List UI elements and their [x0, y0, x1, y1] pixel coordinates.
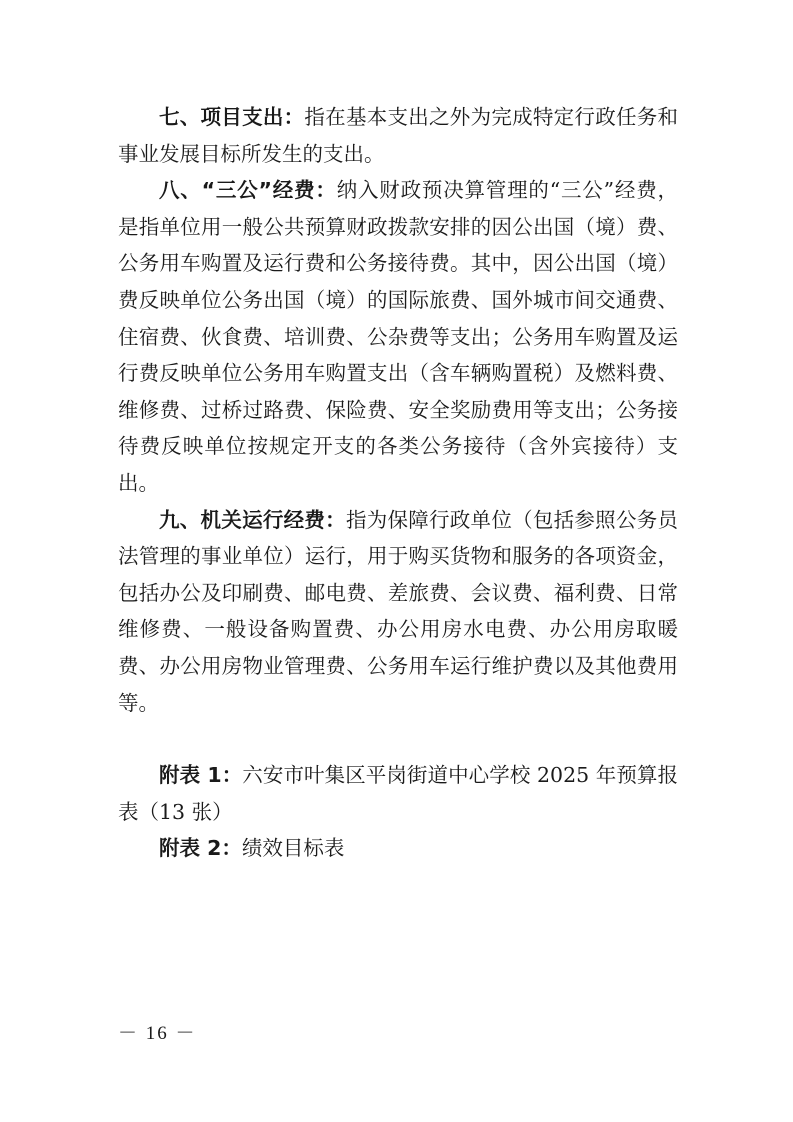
section-7-heading: 七、项目支出： [159, 105, 305, 129]
section-8 [118, 172, 678, 501]
section-9 [118, 502, 678, 722]
section-9-text: 指为保障行政单位（包括参照公务员法管理的事业单位）运行，用于购买货物和服务的各项资金，包括办公及印刷费、邮电费、差旅费、会议费、福利费、日常维修费、一般设备购置费、办公用房水电费、办公用房取暖费、办公用房物业管理费、公务用车运行维护费以及其他费用等。 [118, 507, 678, 715]
attachment-2 [118, 830, 678, 867]
attachments [118, 757, 678, 867]
body-text [118, 99, 678, 867]
section-8-heading: 八、“三公”经费： [159, 178, 337, 203]
page-number: － 16 － [118, 1023, 197, 1044]
section-7-text: 指在基本支出之外为完成特定行政任务和事业发展目标所发生的支出。 [118, 105, 679, 166]
attachment-2-text: 绩效目标表 [241, 836, 345, 861]
attachment-1-text: 六安市叶集区平岗街道中心学校 2025 年预算报表（13 张） [118, 763, 678, 824]
section-8-text: 纳入财政预决算管理的“三公”经费，是指单位用一般公共预算财政拨款安排的因公出国（境）费、公务用车购置及运行费和公务接待费。其中，因公出国（境）费反映单位公务出国（境）的国际旅费、国外城市间交通费、住宿费、伙食费、培训费、公杂费等支出；公务用车购置及运行费反映单位公务用车购置支出（含车辆购置税）及燃料费、维修费、过桥过路费、保险费、安全奖励费用等支出；公务接待费反映单位按规定开支的各类公务接待（含外宾接待）支出。 [118, 178, 678, 495]
section-9-heading: 九、机关运行经费： [159, 507, 346, 532]
attachment-1-label: 附表 1： [159, 763, 243, 788]
section-7 [118, 99, 678, 172]
attachment-2-label: 附表 2： [159, 836, 242, 861]
attachment-1 [118, 757, 678, 830]
